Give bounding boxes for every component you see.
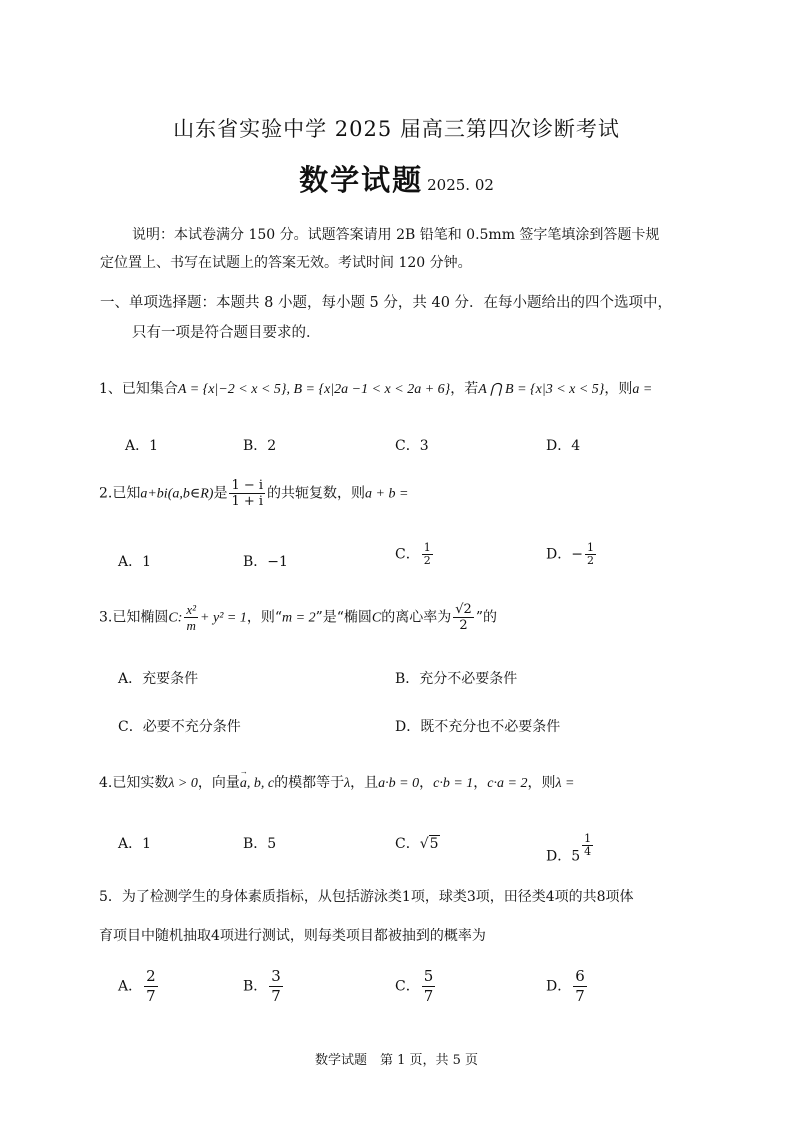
math-expression: + y² = 1 [200,610,247,626]
question-text: 已知椭圆 [112,609,169,626]
fraction: $\frac{√2}{2}$ [455,602,472,633]
fraction: $\frac{1}{2}$ [586,541,594,567]
q4-option-c: C．√5 [395,836,439,852]
subject-title: 数学试题 [299,163,424,197]
question-text: 为了检测学生的身体素质指标，从包括游泳类1项，球类3项，田径类4项的共8项体 [121,889,634,905]
q4-option-b: B．5 [243,836,277,852]
question-text: ”的 [475,609,497,626]
q2-option-d: D．− $\frac{1}{2}$ [546,541,594,567]
fraction: $\frac{1}{2}$ [423,541,431,567]
math-expression: λ = [555,776,575,791]
question-3: 3.已知椭圆C: $\frac{\text{x²}}{m}$ + y² = 1，则“m = 2”是“椭圆C的离心率为 $\frac{√2}{2}$ ”的 [99,602,497,633]
question-number: 4. [99,775,113,791]
fraction: $\frac{6}{7}$ [575,967,585,1005]
fraction: $\frac{2}{7}$ [146,967,156,1005]
question-text: 的模都等于 [274,775,345,791]
question-text: ，若 [450,381,479,397]
math-expression: c·a = 2 [487,776,528,791]
question-5-line-1 [99,886,634,906]
exam-subtitle [0,158,793,199]
question-text: 是 [213,485,228,502]
instructions-line-2: 定位置上、书写在试题上的答案无效。考试时间 120 分钟。 [100,255,472,271]
question-text: ，且 [350,775,379,791]
q5-option-a: A． $\frac{2}{7}$ [118,967,156,1005]
q1-option-a: A．1 [125,438,159,454]
q1-option-c: C．3 [395,438,429,454]
vector-expression: → a, b, c [240,776,274,792]
math-expression: A = {x|−2 < x < 5}, B = {x|2a −1 < x < 2a + 6} [177,382,451,397]
fraction: $\frac{\text{x²}}{m}$ [186,602,197,633]
question-text: ，则“ [246,609,283,626]
math-expression: λ > 0 [168,776,198,791]
exponent-fraction: 1 4 [584,832,592,858]
question-2 [99,478,408,509]
question-text: ”是“椭圆 [315,609,372,626]
q3-option-a: A．充要条件 [118,671,199,687]
question-number: 3. [99,609,113,626]
exam-date: 2025. 02 [427,176,494,194]
question-number: 5． [99,889,122,905]
q2-option-a: A．1 [118,554,152,570]
q5-option-d: D． $\frac{6}{7}$ [546,967,585,1005]
math-expression: C [371,610,382,626]
q4-option-d: D．5 $^{\frac{1}{4}}$ [546,832,592,865]
math-expression: a = [632,382,653,397]
math-expression: c·b = 1 [433,776,474,791]
question-4: 4.已知实数λ > 0，向量→ a, b, c的模都等于λ，且a·b = 0，c·b = 1，c·a = 2，则λ = [99,772,574,792]
q1-option-b: B．2 [243,438,277,454]
q1-option-d: D．4 [546,438,581,454]
math-expression: λ [344,776,351,791]
q2-option-b: B．−1 [243,554,288,570]
math-expression: C [168,610,178,626]
math-expression: a·b = 0 [378,776,420,791]
q3-option-d: D．既不充分也不必要条件 [395,719,561,735]
q4-option-a: A．1 [118,836,152,852]
fraction: $\frac{5}{7}$ [423,967,434,1005]
question-text: ，则 [527,775,556,791]
exam-title: 山东省实验中学 2025 届高三第四次诊断考试 [173,117,620,141]
section-heading-line-2: 只有一项是符合题目要求的． [132,325,321,341]
q3-option-c: C．必要不充分条件 [118,719,241,735]
fraction: $\frac{1 - i}{1 + i}$ [231,478,264,509]
q5-option-b: B． $\frac{3}{7}$ [243,967,281,1005]
question-text: 的共轭复数，则 [267,485,366,502]
question-text: ，向量 [197,775,240,791]
math-expression: A ⋂ B = {x|3 < x < 5} [478,382,605,397]
math-expression: a+bi(a,b∈R) [140,486,214,502]
question-text: 已知实数 [112,775,169,791]
page-footer: 数学试题 第 1 页，共 5 页 [314,1053,479,1068]
question-text: 已知 [112,485,141,502]
question-text: 已知集合 [121,381,178,397]
q5-option-c: C． $\frac{5}{7}$ [395,967,434,1005]
math-expression: a + b = [365,486,409,502]
square-root: √5 [419,836,439,852]
q3-option-b: B．充分不必要条件 [395,671,518,687]
instructions-line-1: 说明：本试卷满分 150 分。试题答案请用 2B 铅笔和 0.5mm 签字笔填涂到答题卡规 [132,227,660,243]
question-5-line-2: 育项目中随机抽取4项进行测试，则每类项目都被抽到的概率为 [99,928,486,944]
section-heading-line-1: 一、单项选择题：本题共 8 小题，每小题 5 分，共 40 分．在每小题给出的四个选项中， [100,295,673,311]
question-text: ，则 [604,381,633,397]
question-text: 的离心率为 [381,609,452,626]
math-expression: m = 2 [282,610,316,626]
question-1 [99,378,652,398]
question-number: 2. [99,485,113,502]
question-number: 1、 [99,381,122,397]
fraction: $\frac{3}{7}$ [271,967,281,1005]
q2-option-c: C． $\frac{1}{2}$ [395,541,431,567]
